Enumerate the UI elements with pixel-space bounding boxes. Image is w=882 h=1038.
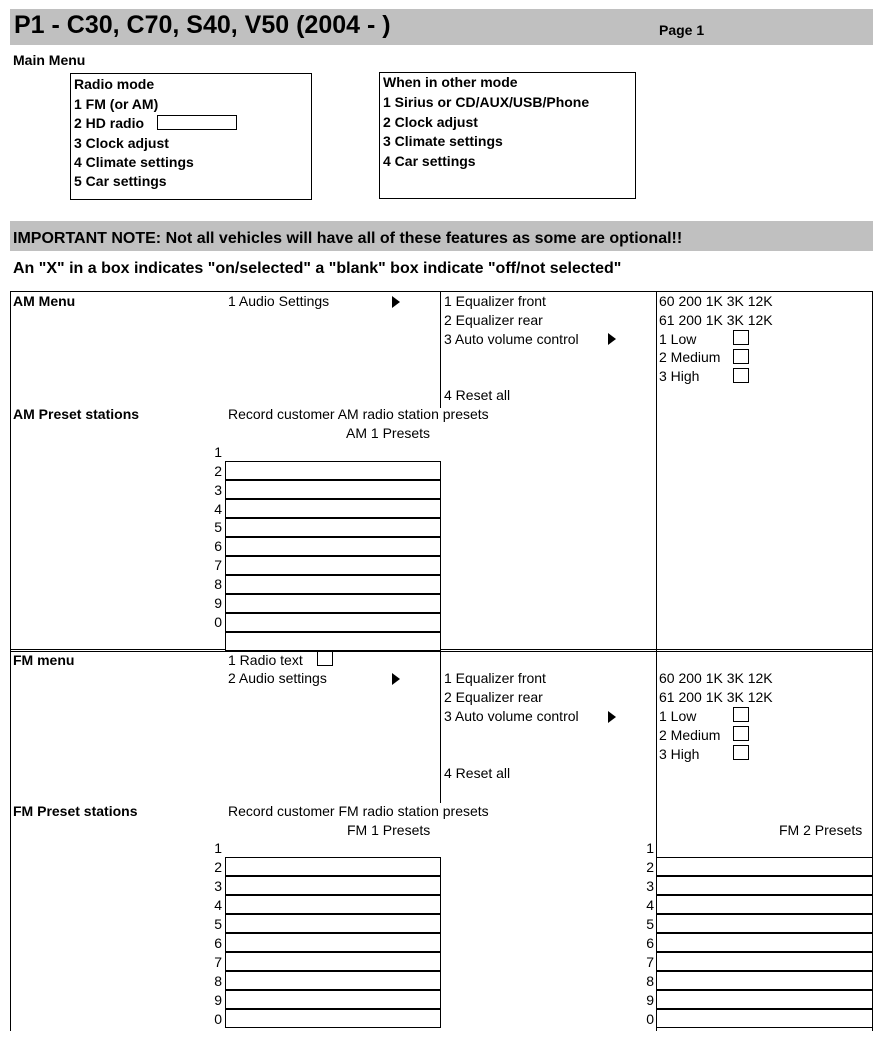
preset-number: 3 bbox=[646, 878, 654, 894]
fm1-presets-title: FM 1 Presets bbox=[347, 822, 431, 838]
fm-preset-record: Record customer FM radio station presets bbox=[228, 803, 489, 819]
am-preset-field[interactable] bbox=[225, 632, 441, 651]
am-auto-volume: 3 Auto volume control bbox=[444, 331, 579, 347]
radio-mode-heading: Radio mode bbox=[74, 76, 155, 92]
fm-volume-low-checkbox[interactable] bbox=[733, 707, 749, 722]
preset-number: 3 bbox=[214, 878, 222, 894]
fm2-preset-field[interactable] bbox=[656, 952, 873, 971]
am-menu-label: AM Menu bbox=[13, 293, 76, 309]
fm2-preset-field[interactable] bbox=[656, 1009, 873, 1028]
radio-mode-item: 3 Clock adjust bbox=[74, 135, 169, 151]
am-preset-field[interactable] bbox=[225, 518, 441, 537]
other-mode-heading: When in other mode bbox=[383, 74, 518, 90]
am-preset-field[interactable] bbox=[225, 537, 441, 556]
preset-number: 8 bbox=[214, 576, 222, 592]
preset-number: 6 bbox=[646, 935, 654, 951]
radio-mode-item: 5 Car settings bbox=[74, 173, 167, 189]
fm2-presets-title: FM 2 Presets bbox=[779, 822, 863, 838]
am-volume-medium-checkbox[interactable] bbox=[733, 349, 749, 364]
preset-number: 7 bbox=[646, 954, 654, 970]
page-title: P1 - C30, C70, S40, V50 (2004 - ) bbox=[14, 11, 391, 39]
page-number: Page 1 bbox=[659, 22, 705, 38]
am-audio-settings: 1 Audio Settings bbox=[228, 293, 330, 309]
fm-volume-medium: 2 Medium bbox=[659, 727, 721, 743]
am-preset-field[interactable] bbox=[225, 499, 441, 518]
column-divider bbox=[440, 651, 441, 803]
note-heading: IMPORTANT NOTE: bbox=[13, 230, 162, 247]
checkbox-legend: An "X" in a box indicates "on/selected" a "blank" box indicate "off/not selected" bbox=[13, 260, 622, 277]
section-divider bbox=[10, 649, 873, 650]
fm1-preset-field[interactable] bbox=[225, 952, 441, 971]
fm-menu-label: FM menu bbox=[13, 652, 75, 668]
submenu-arrow-icon bbox=[392, 673, 400, 685]
preset-number: 6 bbox=[214, 538, 222, 554]
preset-number: 1 bbox=[214, 840, 222, 856]
preset-number: 5 bbox=[214, 916, 222, 932]
preset-number: 5 bbox=[646, 916, 654, 932]
am-preset-field[interactable] bbox=[225, 556, 441, 575]
fm-volume-high-checkbox[interactable] bbox=[733, 745, 749, 760]
fm-volume-high: 3 High bbox=[659, 746, 700, 762]
radio-mode-item: 4 Climate settings bbox=[74, 154, 194, 170]
am-eq-front-values: 60 200 1K 3K 12K bbox=[659, 293, 773, 309]
submenu-arrow-icon bbox=[608, 333, 616, 345]
preset-number: 9 bbox=[214, 595, 222, 611]
am-eq-front: 1 Equalizer front bbox=[444, 293, 546, 309]
am-preset-record: Record customer AM radio station presets bbox=[228, 406, 489, 422]
preset-number: 6 bbox=[214, 935, 222, 951]
radio-mode-box bbox=[70, 73, 312, 200]
preset-number: 7 bbox=[214, 557, 222, 573]
fm-volume-medium-checkbox[interactable] bbox=[733, 726, 749, 741]
radio-mode-item: 2 HD radio bbox=[74, 115, 145, 131]
fm-reset-all: 4 Reset all bbox=[444, 765, 511, 781]
column-divider bbox=[440, 291, 441, 408]
note-text: Not all vehicles will have all of these features as some are optional!! bbox=[161, 230, 683, 247]
fm2-preset-field[interactable] bbox=[656, 990, 873, 1009]
am-volume-high-checkbox[interactable] bbox=[733, 368, 749, 383]
am-preset-label: AM Preset stations bbox=[13, 406, 140, 422]
other-mode-item: 3 Climate settings bbox=[383, 133, 503, 149]
preset-number: 4 bbox=[214, 897, 222, 913]
table-top-rule bbox=[10, 291, 873, 292]
fm1-preset-field[interactable] bbox=[225, 1009, 441, 1028]
fm2-preset-field[interactable] bbox=[656, 876, 873, 895]
fm-volume-low: 1 Low bbox=[659, 708, 697, 724]
am-presets-title: AM 1 Presets bbox=[346, 425, 431, 441]
preset-number: 1 bbox=[214, 444, 222, 460]
preset-number: 2 bbox=[214, 463, 222, 479]
preset-number: 0 bbox=[214, 614, 222, 630]
fm-preset-label: FM Preset stations bbox=[13, 803, 138, 819]
fm-radio-text-checkbox[interactable] bbox=[317, 651, 333, 666]
fm-radio-text: 1 Radio text bbox=[228, 652, 303, 668]
preset-number: 1 bbox=[646, 840, 654, 856]
am-eq-rear: 2 Equalizer rear bbox=[444, 312, 543, 328]
preset-number: 8 bbox=[214, 973, 222, 989]
other-mode-box bbox=[379, 72, 636, 199]
preset-number: 4 bbox=[214, 501, 222, 517]
am-reset-all: 4 Reset all bbox=[444, 387, 511, 403]
preset-number: 5 bbox=[214, 519, 222, 535]
am-eq-rear-values: 61 200 1K 3K 12K bbox=[659, 312, 773, 328]
preset-number: 0 bbox=[646, 1011, 654, 1027]
fm1-preset-field[interactable] bbox=[225, 971, 441, 990]
other-mode-item: 1 Sirius or CD/AUX/USB/Phone bbox=[383, 94, 590, 110]
fm2-preset-field[interactable] bbox=[656, 895, 873, 914]
fm1-preset-field[interactable] bbox=[225, 895, 441, 914]
fm-auto-volume: 3 Auto volume control bbox=[444, 708, 579, 724]
preset-number: 4 bbox=[646, 897, 654, 913]
fm1-preset-field[interactable] bbox=[225, 857, 441, 876]
submenu-arrow-icon bbox=[392, 296, 400, 308]
fm-eq-front-values: 60 200 1K 3K 12K bbox=[659, 670, 773, 686]
preset-number: 0 bbox=[214, 1011, 222, 1027]
am-volume-low: 1 Low bbox=[659, 331, 697, 347]
main-menu-label: Main Menu bbox=[13, 52, 86, 68]
preset-number: 2 bbox=[214, 859, 222, 875]
am-preset-field[interactable] bbox=[225, 575, 441, 594]
am-volume-low-checkbox[interactable] bbox=[733, 330, 749, 345]
fm-audio-settings: 2 Audio settings bbox=[228, 670, 327, 686]
hd-radio-field[interactable] bbox=[157, 115, 237, 130]
other-mode-item: 2 Clock adjust bbox=[383, 114, 478, 130]
preset-number: 2 bbox=[646, 859, 654, 875]
am-volume-medium: 2 Medium bbox=[659, 349, 721, 365]
am-preset-field[interactable] bbox=[225, 613, 441, 632]
fm-eq-rear: 2 Equalizer rear bbox=[444, 689, 543, 705]
fm-eq-front: 1 Equalizer front bbox=[444, 670, 546, 686]
section-divider bbox=[10, 651, 873, 652]
am-volume-high: 3 High bbox=[659, 368, 700, 384]
fm2-preset-field[interactable] bbox=[656, 914, 873, 933]
fm2-preset-field[interactable] bbox=[656, 933, 873, 952]
am-preset-field[interactable] bbox=[225, 594, 441, 613]
fm2-preset-field[interactable] bbox=[656, 857, 873, 876]
preset-number: 8 bbox=[646, 973, 654, 989]
preset-number: 9 bbox=[214, 992, 222, 1008]
table-left-rule bbox=[10, 291, 11, 1031]
fm2-preset-field[interactable] bbox=[656, 971, 873, 990]
important-note bbox=[13, 230, 682, 248]
fm1-preset-field[interactable] bbox=[225, 933, 441, 952]
fm1-preset-field[interactable] bbox=[225, 914, 441, 933]
fm-eq-rear-values: 61 200 1K 3K 12K bbox=[659, 689, 773, 705]
preset-number: 3 bbox=[214, 482, 222, 498]
fm1-preset-field[interactable] bbox=[225, 990, 441, 1009]
other-mode-item: 4 Car settings bbox=[383, 153, 476, 169]
fm1-preset-field[interactable] bbox=[225, 876, 441, 895]
am-preset-field[interactable] bbox=[225, 480, 441, 499]
submenu-arrow-icon bbox=[608, 711, 616, 723]
am-preset-field[interactable] bbox=[225, 461, 441, 480]
preset-number: 7 bbox=[214, 954, 222, 970]
radio-mode-item: 1 FM (or AM) bbox=[74, 96, 159, 112]
preset-number: 9 bbox=[646, 992, 654, 1008]
